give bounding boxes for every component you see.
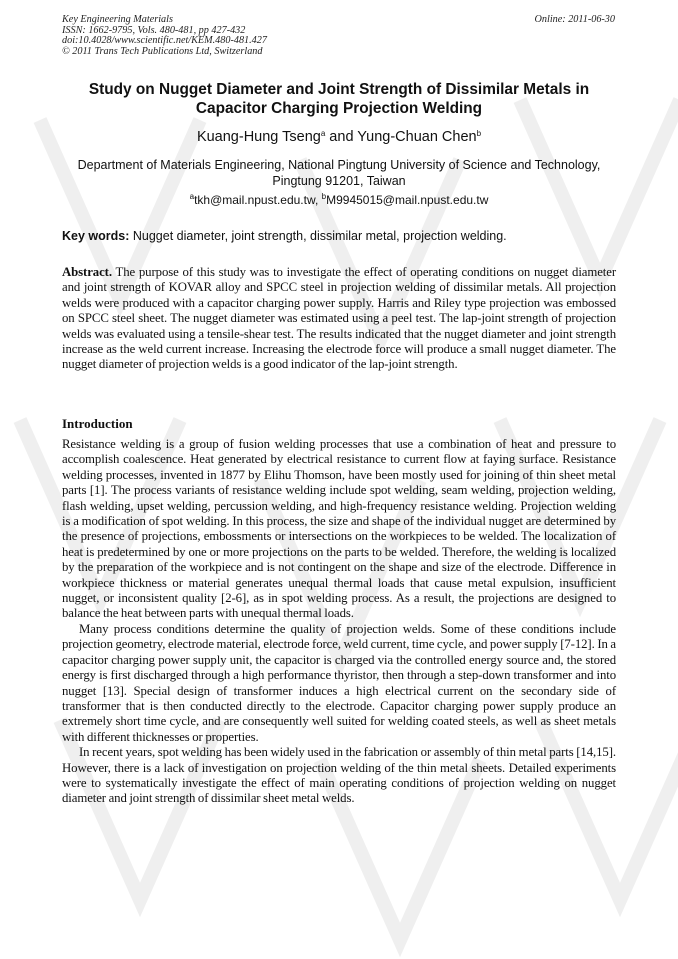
email-b-link[interactable]: M9945015@mail.npust.edu.tw [326, 193, 489, 207]
keywords-label: Key words: [62, 229, 130, 243]
issn-line: ISSN: 1662-9795, Vols. 480-481, pp 427-432 [62, 24, 246, 36]
email-b-marker: b [321, 192, 327, 201]
email-a-link[interactable]: tkh@mail.npust.edu.tw, [194, 193, 322, 207]
affiliation [62, 157, 616, 189]
copyright-line: © 2011 Trans Tech Publications Ltd, Switzerland [62, 45, 263, 57]
journal-name: Key Engineering Materials [62, 14, 173, 25]
author-joiner: and [325, 129, 358, 145]
introduction-body [62, 437, 616, 807]
author-2-marker: b [476, 129, 482, 138]
author-list [62, 128, 616, 146]
doi-line: doi:10.4028/www.scientific.net/KEM.480-481.427 [62, 35, 267, 47]
abstract-section [62, 265, 616, 373]
keywords-text: Nugget diameter, joint strength, dissimilar metal, projection welding. [129, 229, 507, 243]
abstract-text: The purpose of this study was to investigate the effect of operating conditions on nugget diameter and joint strength of KOVAR alloy and SPCC steel in projection welding of dissimilar metals. All projection welds were produced with a capacitor charging power supply. Harris and Riley type projection was embossed on SPCC steel sheet. The nugget diameter was estimated using a peel test. The lap-joint strength of projection welds was evaluated using a tensile-shear test. The results indicated that the nugget diameter and joint strength increase as the weld current increase. Increasing the electrode force will produce a small nugget diameter. The nugget diameter of projection welds is a good indicator of the lap-joint strength. [62, 265, 616, 372]
abstract-label: Abstract. [62, 265, 112, 279]
email-list [62, 193, 616, 207]
paper-title [62, 80, 616, 118]
author-1-name: Kuang-Hung Tseng [196, 129, 321, 145]
affiliation-line-1: Department of Materials Engineering, National Pingtung University of Science and Technology, [77, 158, 601, 172]
author-1-marker: a [320, 129, 326, 138]
intro-paragraph-3: In recent years, spot welding has been widely used in the fabrication or assembly of thin metal parts [14,15]. However, there is a lack of investigation on projection welding of the thin metal sheets. Detailed experiments were to systematically investigate the effect of main operating conditions of projection welding on nugget diameter and joint strength of dissimilar sheet metal welds. [62, 745, 616, 806]
intro-paragraph-1: Resistance welding is a group of fusion welding processes that use a combination of heat and pressure to accomplish coalescence. Heat generated by electrical resistance to current flow at faying surface. Resistance welding processes, invented in 1877 by Elihu Thomson, have been mostly used for joining of thin sheet metal parts [1]. The process variants of resistance welding include spot welding, seam welding, projection welding, flash welding, upset welding, percussion welding, and high-frequency resistance welding. Projection welding is a modification of spot welding. In this process, the size and shape of the individual nugget are determined by the presence of projections, embossments or intersections on the workpieces to be welded. The localization of heat is predetermined by one or more projections on the parts to be welded. Therefore, the welding is localized by the preparation of the workpiece and is not contingent on the shape and size of the electrode. Difference in workpiece thickness or material generates unequal thermal loads that cause metal expulsion, insufficient nugget, or inconsistent quality [2-6], as in spot welding process. As a result, the projections are designed to balance the heat between parts with unequal thermal loads. [62, 437, 616, 621]
keywords-section [62, 229, 616, 244]
intro-paragraph-2: Many process conditions determine the quality of projection welds. Some of these conditions include projection geometry, electrode material, electrode force, weld current, time cycle, and power supply [7-12]. In a capacitor charging power supply unit, the capacitor is charged via the controlled energy source and, the stored energy is first discharged through a high performance thyristor, then through a step-down transformer and into nugget [13]. Special design of transformer induces a high electrical current on the secondary side of transformer that is then conducted directly to the electrode. Capacitor charging power supply produce an extremely short time cycle, and are consequently well suited for welding coated steels, as well as sheet metals with different thicknesses or properties. [62, 621, 616, 744]
affiliation-line-2: Pingtung 91201, Taiwan [272, 174, 406, 188]
title-line-1: Study on Nugget Diameter and Joint Strength of Dissimilar Metals in [88, 81, 590, 98]
email-a-marker: a [189, 192, 195, 201]
journal-info [62, 15, 267, 57]
introduction-heading: Introduction [62, 416, 133, 431]
title-line-2: Capacitor Charging Projection Welding [195, 100, 483, 117]
author-2-name: Yung-Chuan Chen [357, 129, 477, 145]
online-date: Online: 2011-06-30 [534, 14, 615, 25]
